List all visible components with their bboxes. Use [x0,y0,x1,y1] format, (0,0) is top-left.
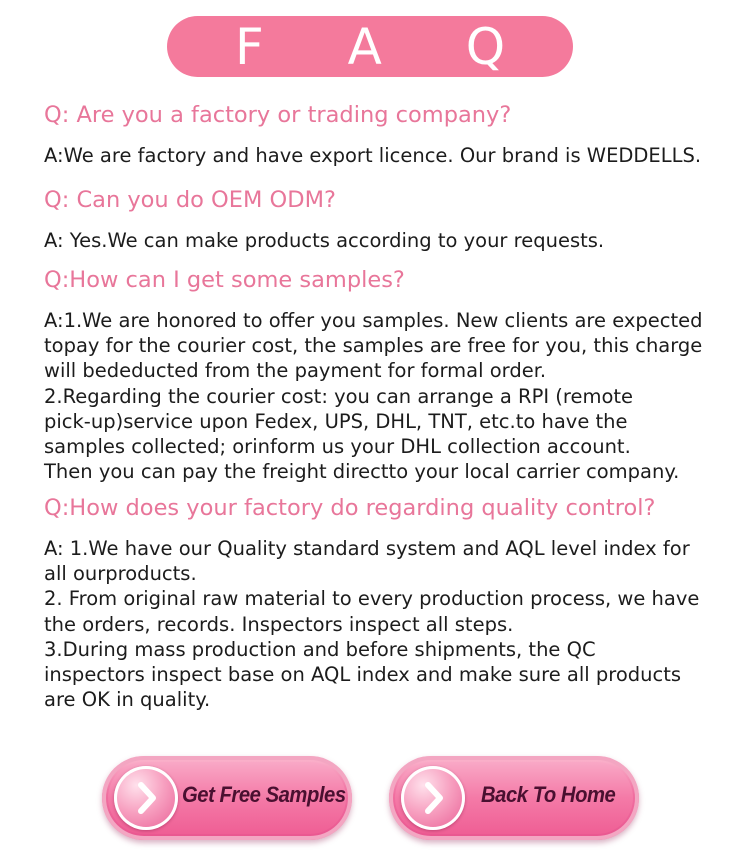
question: Q:How does your factory do regarding quality control? [44,495,656,521]
answer: A: 1.We have our Quality standard system and AQL level index for all ourproducts. 2. From original raw material to every production process, we have the orders, records. Inspectors inspect all steps. 3.During mass production and before shipments, the QC inspectors inspect base on AQL index and make sure all products are OK in quality. [44,537,700,712]
faq-item-1 [44,100,714,168]
back-to-home-button[interactable] [389,756,639,840]
faq-item-4 [44,493,714,712]
button-label: Get Free Samples [182,782,346,807]
faq-banner [167,16,573,77]
answer: A:We are factory and have export licence. Our brand is WEDDELLS. [44,144,702,167]
page-title: F A Q [234,17,540,76]
answer: A: Yes.We can make products according to your requests. [44,229,605,252]
get-free-samples-button[interactable] [102,756,352,840]
question: Q:How can I get some samples? [44,267,405,293]
question: Q: Are you a factory or trading company? [44,102,512,128]
chevron-right-icon [401,766,465,830]
chevron-right-icon [114,766,178,830]
button-label: Back To Home [481,782,616,807]
answer: A:1.We are honored to offer you samples. New clients are expected topay for the courier cost, the samples are free for you, this charge will bededucted from the payment for formal order. 2.Regarding the courier cost: you can arrange a RPI (remote pick-up)service upon Fedex, UPS, DHL, TNT, etc.to have the samples collected; orinform us your DHL collection account. Then you can pay the freight directto your local carrier company. [44,309,703,484]
faq-item-3 [44,265,714,484]
faq-item-2 [44,185,714,253]
question: Q: Can you do OEM ODM? [44,187,336,213]
